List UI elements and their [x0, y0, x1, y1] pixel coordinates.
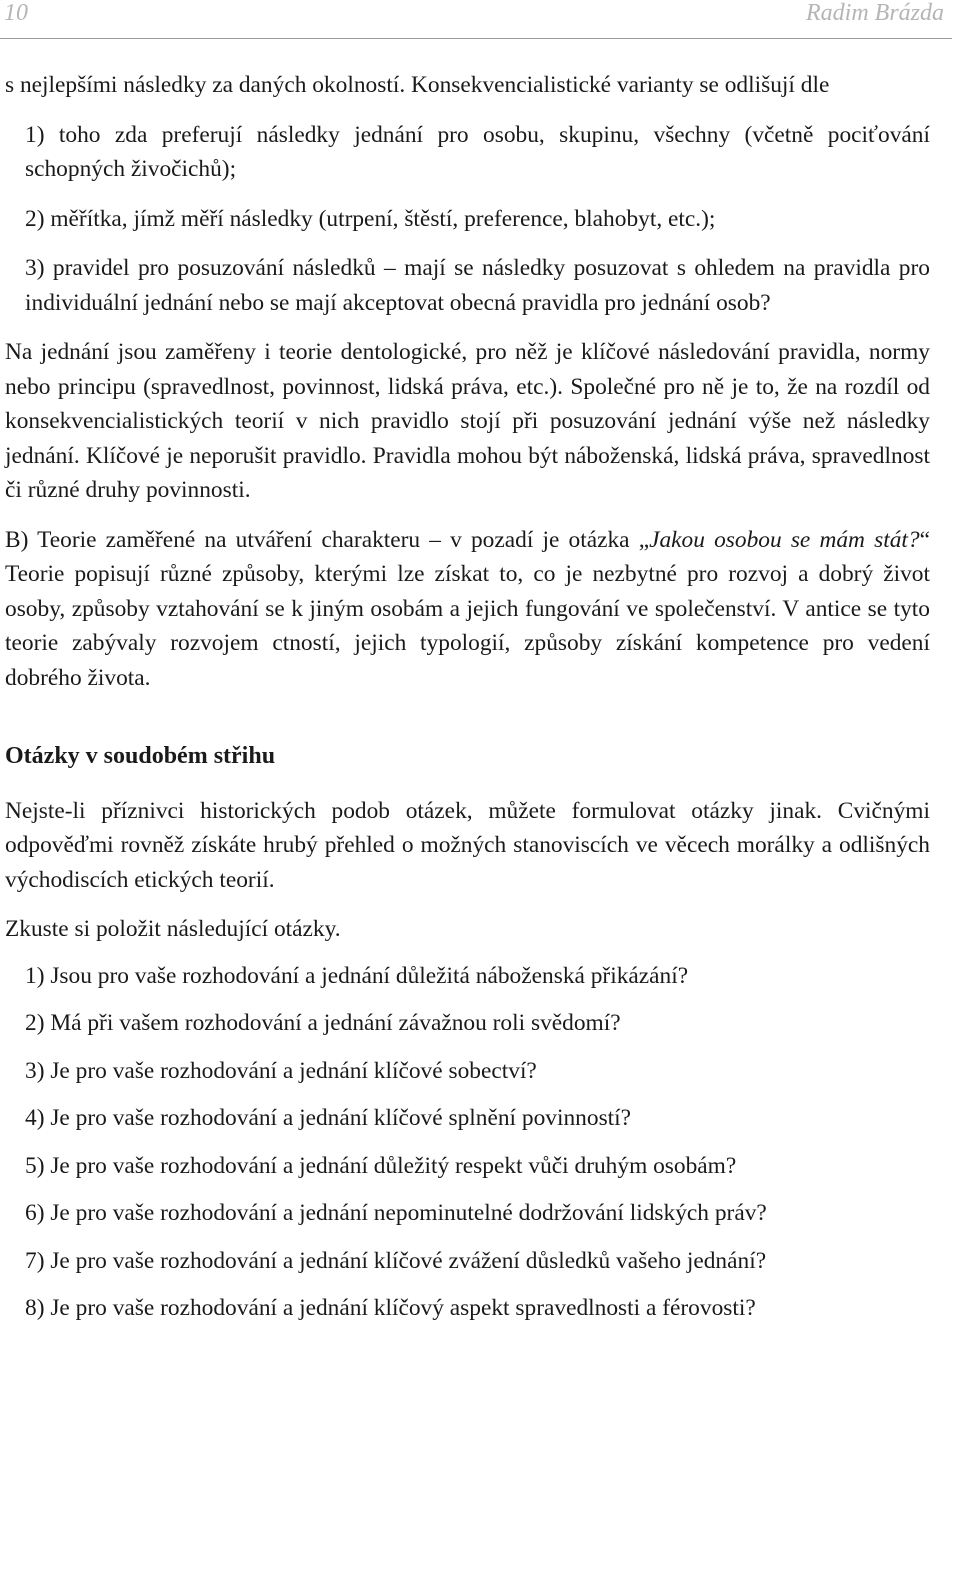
- page-body: [5, 68, 930, 1326]
- section-b-question: Jakou osobou se mám stát?: [649, 526, 920, 553]
- character-theories-paragraph: [5, 523, 930, 696]
- section-intro-paragraph: Nejste-li příznivci historických podob otázek, můžete formulovat otázky jinak. Cvičnými odpověďmi rovněž získáte hrubý přehled o možných stanoviscích ve věcech morálky a odlišných východiscích etických teorií.: [5, 797, 930, 893]
- intro-paragraph: s nejlepšími následky za daných okolností. Konsekvencialistické varianty se odlišují dle: [5, 72, 830, 98]
- question-item: 4) Je pro vaše rozhodování a jednání klíčové splnění povinností?: [25, 1105, 632, 1131]
- question-item: 3) Je pro vaše rozhodování a jednání klíčové sobectví?: [25, 1057, 537, 1084]
- section-heading: Otázky v soudobém střihu: [5, 743, 276, 769]
- question-item: 8) Je pro vaše rozhodování a jednání klíčový aspekt spravedlnosti a férovosti?: [25, 1295, 756, 1321]
- variant-item-3: 3) pravidel pro posuzování následků – mají se následky posuzovat s ohledem na pravidla pro individuální jednání nebo se mají akceptovat obecná pravidla pro jednání osob?: [25, 255, 930, 316]
- running-header: [0, 0, 952, 39]
- question-item: 1) Jsou pro vaše rozhodování a jednání důležitá náboženská přikázání?: [25, 962, 689, 989]
- question-item: 5) Je pro vaše rozhodování a jednání důležitý respekt vůči druhým osobám?: [25, 1152, 737, 1179]
- section-b-start: B) Teorie zaměřené na utváření charakteru – v pozadí je otázka „: [5, 526, 650, 553]
- question-item: 2) Má při vašem rozhodování a jednání závažnou roli svědomí?: [25, 1010, 621, 1036]
- questions-list: [5, 959, 930, 1326]
- question-item: 6) Je pro vaše rozhodování a jednání nepominutelné dodržování lidských práv?: [25, 1200, 767, 1226]
- running-head-author: Radim Brázda: [806, 0, 944, 26]
- deontology-paragraph: Na jednání jsou zaměřeny i teorie dentologické, pro něž je klíčové následování pravidla, normy nebo principu (spravedlnost, povinnost, lidská práva, etc.). Společné pro ně je to, že na rozdíl od konsekvencialistických teorií v nich pravidlo stojí při posuzování jednání výše než následky jednání. Klíčové je neporušit pravidlo. Pravidla mohou být náboženská, lidská práva, spravedlnost či různé druhy povinnosti.: [5, 339, 930, 503]
- variant-item-1: 1) toho zda preferují následky jednání pro osobu, skupinu, všechny (včetně pociťování schopných živočichů);: [25, 121, 930, 182]
- section-b-rest: “ Teorie popisují různé způsoby, kterými lze získat to, co je nezbytné pro rozvoj a dobrý život osoby, způsoby vztahování se k jiným osobám a jejich fungování ve společenství. V antice se tyto teorie zabývaly rozvojem ctností, jejich typologií, způsoby získání kompetence pro vedení dobrého života.: [5, 526, 930, 691]
- question-item: 7) Je pro vaše rozhodování a jednání klíčové zvážení důsledků vašeho jednání?: [25, 1247, 767, 1274]
- variant-item-2: 2) měřítka, jímž měří následky (utrpení, štěstí, preference, blahobyt, etc.);: [25, 205, 716, 232]
- page-number: 10: [4, 0, 28, 26]
- questions-prompt: Zkuste si položit následující otázky.: [5, 916, 341, 942]
